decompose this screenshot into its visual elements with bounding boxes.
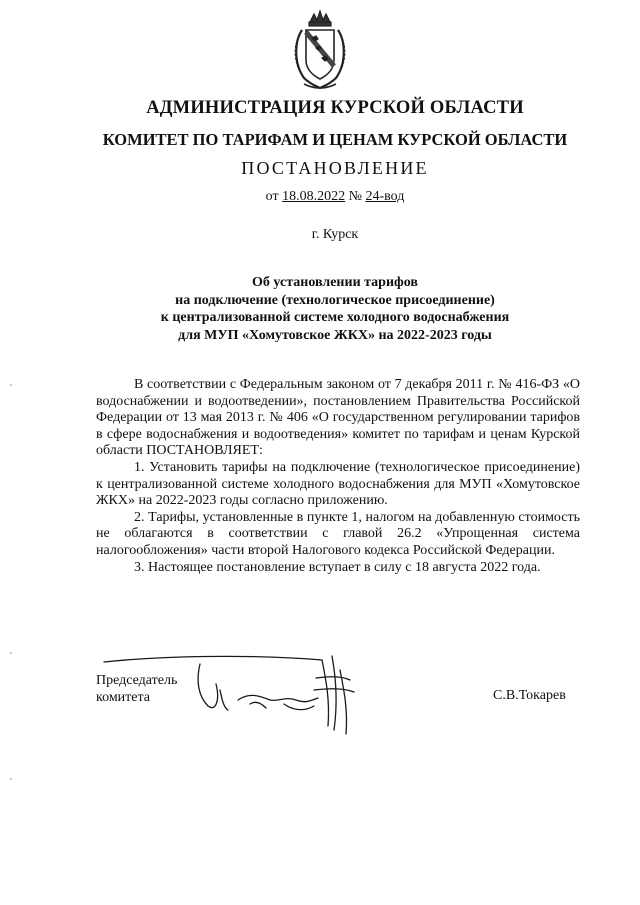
signatory-position	[96, 672, 177, 706]
coat-of-arms-emblem	[288, 8, 352, 92]
scan-speck	[10, 384, 12, 386]
document-title	[0, 274, 640, 344]
document-number: 24-вод	[365, 189, 405, 204]
scan-speck	[10, 652, 12, 654]
org-heading: АДМИНИСТРАЦИЯ КУРСКОЙ ОБЛАСТИ	[146, 98, 524, 118]
title-line: к централизованной системе холодного водоснабжения	[160, 310, 510, 325]
item-1-paragraph: 1. Установить тарифы на подключение (технологическое присоединение) к централизованной системе холодного водоснабжения для МУП «Хомутовское ЖКХ» на 2022-2023 годы согласно приложению.	[96, 459, 580, 509]
document-body	[96, 377, 580, 576]
item-2-paragraph: 2. Тарифы, установленные в пункте 1, налогом на добавленную стоимость не облагаются в соответствии с главой 26.2 «Упрощенная система налогообложения» части второй Налогового кодекса Российской Федерации.	[96, 509, 580, 558]
title-line: Об установлении тарифов	[252, 275, 418, 290]
city-line: г. Курск	[311, 227, 359, 242]
preamble-paragraph: В соответствии с Федеральным законом от 7 декабря 2011 г. № 416-ФЗ «О водоснабжении и водоотведении», постановлением Правительства Российской Федерации от 13 мая 2013 г. № 406 «О государственном регулировании тарифов в сфере водоснабжения и водоотведения» комитет по тарифам и ценам Курской области ПОСТАНОВЛЯЕТ:	[96, 377, 580, 459]
number-prefix: №	[348, 189, 362, 204]
item-3-paragraph: 3. Настоящее постановление вступает в силу с 18 августа 2022 года.	[134, 559, 541, 575]
document-date: 18.08.2022	[282, 189, 346, 204]
signatory-name: С.В.Токарев	[493, 688, 566, 703]
position-line: Председатель	[96, 673, 178, 688]
scan-speck	[10, 778, 12, 780]
position-line: комитета	[96, 690, 151, 705]
document-type: ПОСТАНОВЛЕНИЕ	[241, 158, 429, 178]
title-line: на подключение (технологическое присоединение)	[175, 292, 495, 308]
committee-heading: КОМИТЕТ ПО ТАРИФАМ И ЦЕНАМ КУРСКОЙ ОБЛАСТИ	[102, 130, 568, 149]
date-prefix: от	[265, 189, 279, 204]
date-number-line	[0, 189, 640, 205]
title-line: для МУП «Хомутовское ЖКХ» на 2022-2023 годы	[178, 327, 492, 343]
